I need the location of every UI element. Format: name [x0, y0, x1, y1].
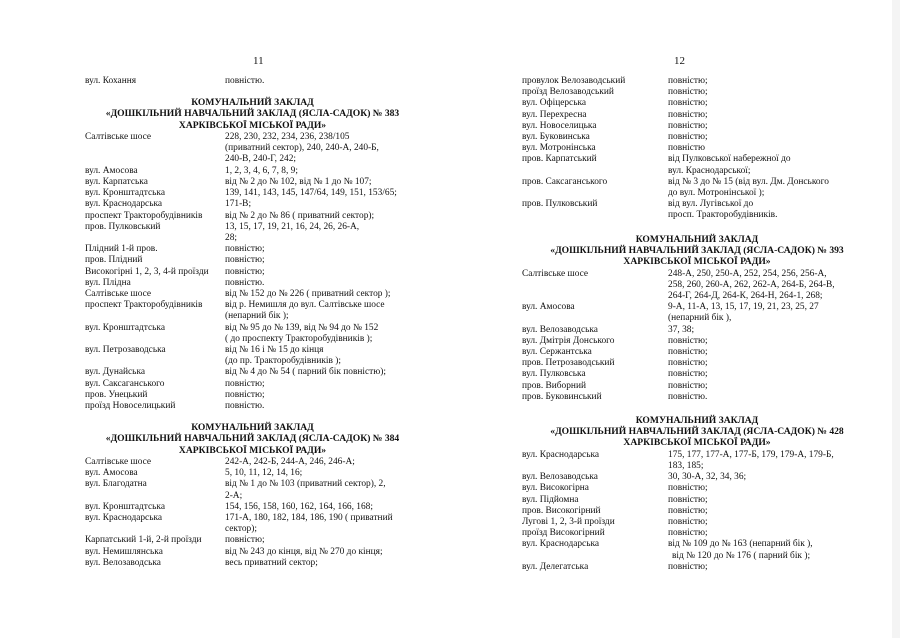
- heading-line: КОМУНАЛЬНИЙ ЗАКЛАД: [191, 97, 314, 109]
- address-row: [522, 392, 872, 403]
- address-row: [522, 87, 872, 98]
- house-numbers: повністю.: [225, 400, 265, 411]
- heading-line: «ДОШКІЛЬНИЙ НАВЧАЛЬНИЙ ЗАКЛАД (ЯСЛА-САДОК) № 383: [105, 108, 400, 120]
- address-row: [522, 336, 872, 347]
- address-row: [85, 502, 420, 513]
- address-row: [522, 358, 872, 369]
- house-numbers: від № 4 до № 54 ( парний бік повністю);: [225, 367, 387, 378]
- address-row: [522, 199, 872, 221]
- street-name: пров. Плідний: [85, 255, 143, 266]
- street-name: вул. Благодатна: [85, 479, 147, 490]
- section-heading: [85, 97, 420, 131]
- street-name: пров. Виборний: [522, 380, 586, 391]
- street-name: проспект Тракторобудівників: [85, 300, 203, 311]
- address-row: [522, 154, 872, 176]
- address-row: [85, 390, 420, 401]
- house-numbers: 5, 10, 11, 12, 14, 16;: [225, 468, 303, 479]
- address-row: [522, 539, 872, 561]
- address-row: [85, 188, 420, 199]
- house-numbers: повністю;: [668, 380, 708, 391]
- house-numbers: від № 152 до № 226 ( приватний сектор );: [225, 288, 391, 299]
- house-numbers: 139, 141, 143, 145, 147/64, 149, 151, 153/65;: [225, 188, 397, 199]
- house-numbers: повністю;: [225, 378, 265, 389]
- address-row: [522, 98, 872, 109]
- house-numbers: ( до проспекту Тракторобудівників );: [225, 333, 373, 344]
- address-row: [85, 211, 420, 222]
- house-numbers: (до пр. Тракторобудівників );: [225, 356, 341, 367]
- street-name: Салтівське шосе: [85, 132, 152, 143]
- house-numbers: 2-А;: [225, 490, 243, 501]
- house-numbers: від р. Немишля до вул. Салтівське шосе: [225, 300, 385, 311]
- heading-line: «ДОШКІЛЬНИЙ НАВЧАЛЬНИЙ ЗАКЛАД (ЯСЛА-САДОК) № 428: [550, 426, 844, 438]
- address-row: [85, 479, 420, 501]
- house-numbers: сектор);: [225, 524, 257, 535]
- street-name: вул. Амосова: [85, 165, 138, 176]
- street-name: пров. Високогірний: [522, 505, 601, 516]
- street-name: вул. Підйомна: [522, 494, 579, 505]
- house-numbers: 171-В;: [225, 199, 252, 210]
- street-name: вул. Плідна: [85, 277, 131, 288]
- street-name: вул. Амосова: [85, 468, 138, 479]
- street-name: вул. Немишлянська: [85, 546, 163, 557]
- house-numbers: повністю;: [668, 87, 708, 98]
- house-numbers: від № 3 до № 15 (від вул. Дм. Донського: [668, 176, 829, 187]
- street-name: вул. Кронштадтська: [85, 188, 165, 199]
- street-name: вул. Делегатська: [522, 561, 589, 572]
- house-numbers: (приватний сектор), 240, 240-А, 240-Б,: [225, 143, 379, 154]
- address-row: [85, 278, 420, 289]
- address-row: [522, 110, 872, 121]
- street-name: вул. Петрозаводська: [85, 344, 166, 355]
- house-numbers: повністю;: [225, 535, 265, 546]
- heading-line: КОМУНАЛЬНИЙ ЗАКЛАД: [635, 414, 759, 426]
- address-row: [85, 379, 420, 390]
- street-name: пров. Унецький: [85, 389, 148, 400]
- house-numbers: від № 16 і № 15 до кінця: [225, 344, 324, 355]
- street-name: вул. Дунайська: [85, 367, 146, 378]
- house-numbers: повністю;: [668, 76, 708, 86]
- house-numbers: повністю;: [668, 335, 708, 346]
- street-name: вул. Велозаводська: [522, 472, 598, 483]
- address-row: [522, 506, 872, 517]
- street-name: вул. Перехресна: [522, 109, 587, 120]
- address-row: [522, 369, 872, 380]
- address-row: [522, 121, 872, 132]
- street-name: вул. Велозаводська: [85, 557, 161, 568]
- street-name: вул. Краснодарська: [85, 199, 163, 210]
- house-numbers: повністю;: [668, 346, 708, 357]
- house-numbers: 242-А, 242-Б, 244-А, 246, 246-А;: [225, 457, 355, 467]
- address-row: [522, 132, 872, 143]
- house-numbers: повністю;: [668, 98, 708, 109]
- house-numbers: 248-А, 250, 250-А, 252, 254, 256, 256-А,: [668, 268, 827, 279]
- street-name: вул. Кохання: [85, 76, 137, 86]
- house-numbers: (непарний бік ),: [668, 313, 732, 324]
- house-numbers: повністю;: [668, 132, 708, 142]
- house-numbers: від № 1 до № 103 (приватний сектор), 2,: [225, 479, 386, 490]
- heading-line: ХАРКІВСЬКОЇ МІСЬКОЇ РАДИ»: [623, 256, 771, 268]
- address-row: [85, 547, 420, 558]
- address-row: [85, 457, 420, 468]
- address-row: [85, 222, 420, 244]
- street-name: Салтівське шосе: [85, 457, 152, 467]
- house-numbers: повністю.: [225, 277, 265, 288]
- street-name: вул. Саксаганського: [85, 378, 165, 389]
- house-numbers: весь приватний сектор;: [225, 557, 318, 568]
- street-name: вул. Буковинська: [522, 132, 590, 142]
- street-name: пров. Саксаганського: [522, 176, 608, 187]
- house-numbers: від № 109 до № 163 (непарний бік ),: [668, 539, 813, 550]
- house-numbers: 28;: [225, 232, 237, 243]
- address-row: [85, 513, 420, 535]
- street-name: вул. Сержантська: [522, 346, 592, 357]
- street-name: вул. Кронштадтська: [85, 322, 165, 333]
- street-name: Високогірні 1, 2, 3, 4-й проїзди: [85, 266, 209, 277]
- street-name: Салтівське шосе: [522, 268, 589, 279]
- address-row: [522, 76, 872, 87]
- address-row: [522, 143, 872, 154]
- address-row: [522, 325, 872, 336]
- address-row: [522, 472, 872, 483]
- house-numbers: 154, 156, 158, 160, 162, 164, 166, 168;: [225, 501, 373, 512]
- street-name: Лугові 1, 2, 3-й проїзди: [522, 517, 615, 527]
- address-row: [85, 558, 420, 569]
- house-numbers: 264-Г, 264-Д, 264-К, 264-Н, 264-1, 268;: [668, 290, 823, 301]
- house-numbers: від Пулковської набережної до: [668, 154, 791, 165]
- street-name: вул. Мотронінська: [522, 143, 596, 154]
- address-row: [85, 166, 420, 177]
- address-row: [522, 177, 872, 199]
- house-numbers: 13, 15, 17, 19, 21, 16, 24, 26, 26-А,: [225, 221, 360, 232]
- street-name: вул. Краснодарська: [522, 539, 600, 550]
- heading-line: «ДОШКІЛЬНИЙ НАВЧАЛЬНИЙ ЗАКЛАД (ЯСЛА-САДОК) № 393: [550, 244, 844, 256]
- house-numbers: до вул. Мотронінської );: [668, 187, 765, 198]
- house-numbers: повністю;: [668, 505, 708, 516]
- house-numbers: від № 243 до кінця, від № 270 до кінця;: [225, 546, 383, 557]
- address-row: [522, 347, 872, 358]
- heading-line: КОМУНАЛЬНИЙ ЗАКЛАД: [635, 233, 759, 245]
- house-numbers: 37, 38;: [668, 324, 695, 335]
- section-heading: [522, 415, 872, 449]
- house-numbers: повністю;: [668, 561, 708, 572]
- heading-line: ХАРКІВСЬКОЇ МІСЬКОЇ РАДИ»: [178, 444, 327, 456]
- house-numbers: повністю;: [668, 109, 708, 120]
- house-numbers: 228, 230, 232, 234, 236, 238/105: [225, 132, 350, 143]
- house-numbers: повністю;: [668, 358, 708, 369]
- heading-line: ХАРКІВСЬКОЇ МІСЬКОЇ РАДИ»: [178, 119, 327, 131]
- address-row: [85, 468, 420, 479]
- street-name: пров. Пулковський: [85, 221, 161, 232]
- address-row: [85, 177, 420, 188]
- house-numbers: повністю;: [668, 120, 708, 131]
- address-row: [522, 381, 872, 392]
- address-row: [85, 255, 420, 266]
- house-numbers: 171-А, 180, 182, 184, 186, 190 ( приватний: [225, 513, 393, 523]
- street-name: вул. Офіцерська: [522, 98, 587, 109]
- scan-edge: [892, 0, 900, 638]
- house-numbers: 9-А, 11-А, 13, 15, 17, 19, 21, 23, 25, 27: [668, 302, 819, 313]
- house-numbers: від № 2 до № 86 ( приватний сектор);: [225, 210, 375, 221]
- street-name: провулок Велозаводський: [522, 76, 626, 86]
- address-row: [522, 269, 872, 303]
- heading-line: «ДОШКІЛЬНИЙ НАВЧАЛЬНИЙ ЗАКЛАД (ЯСЛА-САДОК) № 384: [105, 433, 400, 445]
- address-row: [522, 495, 872, 506]
- address-row: [522, 517, 872, 528]
- street-name: проїзд Новоселицький: [85, 400, 176, 411]
- street-name: Плідний 1-й пров.: [85, 244, 158, 255]
- house-numbers: повністю;: [668, 528, 708, 539]
- house-numbers: 175, 177, 177-А, 177-Б, 179, 179-А, 179-Б,: [668, 449, 834, 460]
- address-row: [85, 289, 420, 300]
- house-numbers: вул. Краснодарської;: [668, 165, 751, 176]
- address-row: [522, 528, 872, 539]
- house-numbers: повністю;: [225, 244, 265, 255]
- house-numbers: (непарний бік );: [225, 311, 289, 322]
- house-numbers: 30, 30-А, 32, 34, 36;: [668, 472, 747, 483]
- house-numbers: від вул. Лугівської до: [668, 199, 754, 210]
- street-name: вул. Дмітрія Донського: [522, 335, 615, 346]
- street-name: Карпатський 1-й, 2-й проїзди: [85, 535, 202, 546]
- house-numbers: повністю.: [225, 76, 265, 86]
- street-name: вул. Кронштадтська: [85, 501, 165, 512]
- street-name: вул. Краснодарська: [85, 513, 163, 523]
- house-numbers: від № 2 до № 102, від № 1 до № 107;: [225, 176, 372, 187]
- house-numbers: повністю;: [668, 483, 708, 494]
- street-name: вул. Високогірна: [522, 483, 589, 494]
- street-name: пров. Карпатський: [522, 154, 597, 165]
- address-row: [85, 199, 420, 210]
- street-name: пров. Петрозаводський: [522, 358, 615, 369]
- address-row: [85, 132, 420, 166]
- house-numbers: від № 95 до № 139, від № 94 до № 152: [225, 322, 379, 333]
- address-row: [85, 76, 420, 87]
- address-row: [85, 345, 420, 367]
- house-numbers: просп. Тракторобудівників.: [668, 210, 778, 221]
- house-numbers: повністю;: [668, 369, 708, 380]
- street-name: проїзд Високогірний: [522, 528, 605, 539]
- house-numbers: повністю;: [668, 494, 708, 505]
- address-row: [522, 302, 872, 324]
- address-row: [85, 367, 420, 378]
- house-numbers: повністю: [668, 143, 706, 154]
- street-name: вул. Карпатська: [85, 176, 148, 187]
- street-name: вул. Краснодарська: [522, 449, 600, 460]
- house-numbers: повністю;: [225, 255, 265, 266]
- address-row: [522, 562, 872, 573]
- address-row: [85, 300, 420, 322]
- street-name: вул. Велозаводська: [522, 324, 598, 335]
- street-name: пров. Пулковський: [522, 199, 598, 210]
- page-number: 11: [253, 55, 264, 67]
- section-heading: [85, 422, 420, 456]
- house-numbers: повністю;: [225, 266, 265, 277]
- address-row: [522, 483, 872, 494]
- address-row: [85, 267, 420, 278]
- house-numbers: 1, 2, 3, 4, 6, 7, 8, 9;: [225, 165, 298, 176]
- street-name: проспект Тракторобудівників: [85, 210, 203, 221]
- street-name: вул. Пулковська: [522, 369, 586, 380]
- section-heading: [522, 234, 872, 268]
- address-row: [85, 244, 420, 255]
- page-right: [450, 0, 900, 638]
- heading-line: КОМУНАЛЬНИЙ ЗАКЛАД: [191, 422, 314, 434]
- house-numbers: повністю;: [668, 517, 708, 527]
- street-name: пров. Буковинський: [522, 391, 602, 402]
- heading-line: ХАРКІВСЬКОЇ МІСЬКОЇ РАДИ»: [623, 437, 771, 449]
- address-row: [85, 323, 420, 345]
- street-name: вул. Новоселицька: [522, 120, 597, 131]
- house-numbers: 183, 185;: [668, 460, 704, 471]
- address-row: [522, 450, 872, 472]
- house-numbers: 240-В, 240-Г, 242;: [225, 154, 297, 165]
- address-row: [85, 401, 420, 412]
- house-numbers: 258, 260, 260-А, 262, 262-А, 264-Б, 264-В,: [668, 279, 835, 290]
- street-name: вул. Амосова: [522, 302, 575, 313]
- house-numbers: повністю.: [668, 391, 708, 402]
- street-name: Салтівське шосе: [85, 288, 152, 299]
- page-number: 12: [674, 55, 685, 67]
- house-numbers: повністю;: [225, 389, 265, 400]
- street-name: проїзд Велозаводський: [522, 87, 614, 98]
- house-numbers: від № 120 до № 176 ( парний бік );: [672, 550, 811, 561]
- address-row: [85, 535, 420, 546]
